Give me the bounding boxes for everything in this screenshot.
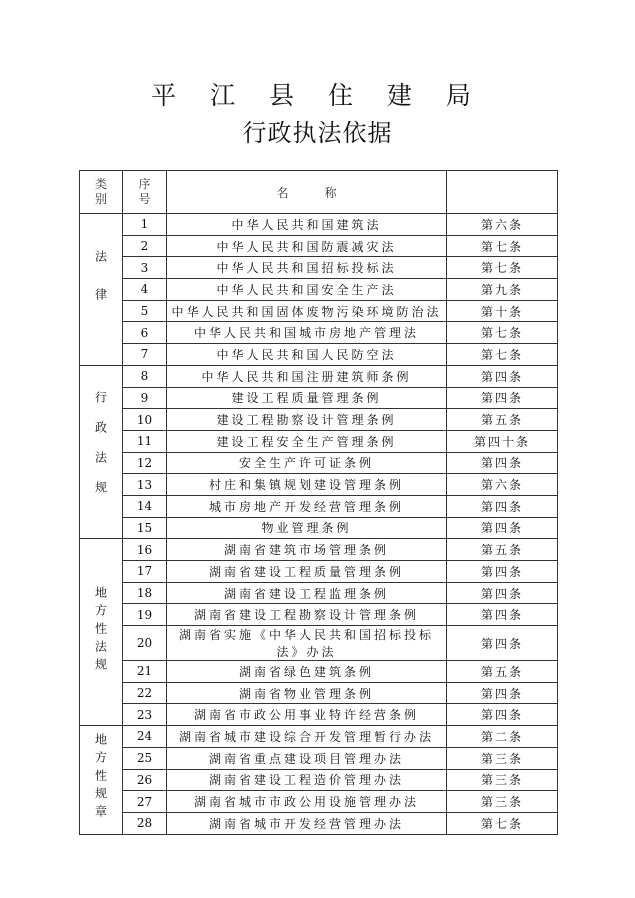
article-cell: 第七条 <box>447 257 558 279</box>
name-cell: 建设工程勘察设计管理条例 <box>167 409 447 431</box>
name-cell: 村庄和集镇规划建设管理条例 <box>167 474 447 496</box>
table-row <box>80 474 558 496</box>
name-cell: 中华人民共和国防震减灾法 <box>167 235 447 257</box>
name-cell: 中华人民共和国城市房地产管理法 <box>167 322 447 344</box>
name-cell: 湖南省物业管理条例 <box>167 682 447 704</box>
article-cell: 第四条 <box>447 604 558 626</box>
article-cell: 第四条 <box>447 517 558 539</box>
seq-cell: 7 <box>123 344 167 366</box>
table-row <box>80 604 558 626</box>
header-seq-label: 序号 <box>138 177 151 206</box>
category-cell <box>80 214 123 366</box>
seq-cell: 28 <box>123 812 167 834</box>
table-row <box>80 430 558 452</box>
seq-cell: 3 <box>123 257 167 279</box>
article-cell: 第四条 <box>447 682 558 704</box>
article-cell: 第二条 <box>447 726 558 748</box>
table-row <box>80 452 558 474</box>
table-row <box>80 279 558 301</box>
enforcement-basis-table <box>79 170 558 835</box>
article-cell: 第四条 <box>447 626 558 661</box>
name-cell: 湖南省建筑市场管理条例 <box>167 539 447 561</box>
article-cell: 第四条 <box>447 495 558 517</box>
category-cell <box>80 365 123 539</box>
header-name: 名 称 <box>167 171 447 214</box>
seq-cell: 8 <box>123 365 167 387</box>
name-cell: 湖南省实施《中华人民共和国招标投标法》办法 <box>167 626 447 661</box>
category-label: 行政法规 <box>93 390 108 511</box>
table-row <box>80 322 558 344</box>
article-cell: 第七条 <box>447 322 558 344</box>
document-title: 平 江 县 住 建 局 <box>151 81 484 110</box>
name-cell: 中华人民共和国安全生产法 <box>167 279 447 301</box>
article-cell: 第四条 <box>447 387 558 409</box>
article-cell: 第四条 <box>447 582 558 604</box>
table-row <box>80 387 558 409</box>
article-cell: 第五条 <box>447 661 558 683</box>
document-subtitle: 行政执法依据 <box>242 119 393 147</box>
header-category <box>80 171 123 214</box>
seq-cell: 21 <box>123 661 167 683</box>
article-cell: 第四条 <box>447 561 558 583</box>
article-cell: 第七条 <box>447 235 558 257</box>
article-cell: 第十条 <box>447 300 558 322</box>
article-cell: 第五条 <box>447 409 558 431</box>
table-row <box>80 344 558 366</box>
seq-cell: 11 <box>123 430 167 452</box>
table-row <box>80 791 558 813</box>
article-cell: 第三条 <box>447 769 558 791</box>
seq-cell: 19 <box>123 604 167 626</box>
seq-cell: 13 <box>123 474 167 496</box>
name-cell: 中华人民共和国注册建筑师条例 <box>167 365 447 387</box>
name-cell: 中华人民共和国人民防空法 <box>167 344 447 366</box>
category-cell <box>80 726 123 834</box>
name-cell: 建设工程安全生产管理条例 <box>167 430 447 452</box>
table-row <box>80 769 558 791</box>
name-cell: 湖南省建设工程勘察设计管理条例 <box>167 604 447 626</box>
name-cell: 湖南省城市开发经营管理办法 <box>167 812 447 834</box>
article-cell: 第九条 <box>447 279 558 301</box>
article-cell: 第三条 <box>447 747 558 769</box>
seq-cell: 5 <box>123 300 167 322</box>
seq-cell: 4 <box>123 279 167 301</box>
article-cell: 第七条 <box>447 812 558 834</box>
seq-cell: 22 <box>123 682 167 704</box>
table-row <box>80 561 558 583</box>
table-row <box>80 517 558 539</box>
name-cell: 湖南省建设工程造价管理办法 <box>167 769 447 791</box>
table-row <box>80 582 558 604</box>
seq-cell: 12 <box>123 452 167 474</box>
table-row <box>80 495 558 517</box>
table-row <box>80 409 558 431</box>
table-row <box>80 747 558 769</box>
name-cell: 建设工程质量管理条例 <box>167 387 447 409</box>
table-row <box>80 726 558 748</box>
article-cell: 第四十条 <box>447 430 558 452</box>
table-row <box>80 704 558 726</box>
table-row <box>80 257 558 279</box>
name-cell: 湖南省绿色建筑条例 <box>167 661 447 683</box>
table-row <box>80 214 558 236</box>
article-cell: 第三条 <box>447 791 558 813</box>
table-row <box>80 365 558 387</box>
header-article <box>447 171 558 214</box>
seq-cell: 23 <box>123 704 167 726</box>
name-cell: 中华人民共和国建筑法 <box>167 214 447 236</box>
table-header <box>80 171 558 214</box>
article-cell: 第四条 <box>447 704 558 726</box>
table-row <box>80 626 558 661</box>
seq-cell: 9 <box>123 387 167 409</box>
name-cell: 中华人民共和国固体废物污染环境防治法 <box>167 300 447 322</box>
name-cell: 湖南省城市市政公用设施管理办法 <box>167 791 447 813</box>
name-cell: 城市房地产开发经营管理条例 <box>167 495 447 517</box>
seq-cell: 17 <box>123 561 167 583</box>
table-row <box>80 682 558 704</box>
article-cell: 第七条 <box>447 344 558 366</box>
table-row <box>80 661 558 683</box>
header-seq <box>123 171 167 214</box>
seq-cell: 24 <box>123 726 167 748</box>
name-cell: 中华人民共和国招标投标法 <box>167 257 447 279</box>
name-cell: 安全生产许可证条例 <box>167 452 447 474</box>
seq-cell: 18 <box>123 582 167 604</box>
category-label: 地方性规章 <box>93 733 108 824</box>
table-row <box>80 300 558 322</box>
seq-cell: 26 <box>123 769 167 791</box>
category-label: 地方性法规 <box>93 585 108 676</box>
header-category-label: 类别 <box>95 177 108 206</box>
seq-cell: 15 <box>123 517 167 539</box>
seq-cell: 16 <box>123 539 167 561</box>
table-body <box>80 214 558 835</box>
table-row <box>80 539 558 561</box>
seq-cell: 27 <box>123 791 167 813</box>
category-label: 法律 <box>93 249 108 326</box>
category-cell <box>80 539 123 726</box>
name-cell: 湖南省城市建设综合开发管理暂行办法 <box>167 726 447 748</box>
article-cell: 第四条 <box>447 365 558 387</box>
name-cell: 湖南省建设工程质量管理条例 <box>167 561 447 583</box>
article-cell: 第六条 <box>447 474 558 496</box>
seq-cell: 1 <box>123 214 167 236</box>
article-cell: 第六条 <box>447 214 558 236</box>
name-cell: 湖南省建设工程监理条例 <box>167 582 447 604</box>
name-cell: 物业管理条例 <box>167 517 447 539</box>
seq-cell: 6 <box>123 322 167 344</box>
seq-cell: 10 <box>123 409 167 431</box>
seq-cell: 20 <box>123 626 167 661</box>
seq-cell: 25 <box>123 747 167 769</box>
article-cell: 第四条 <box>447 452 558 474</box>
article-cell: 第五条 <box>447 539 558 561</box>
seq-cell: 14 <box>123 495 167 517</box>
name-cell: 湖南省重点建设项目管理办法 <box>167 747 447 769</box>
name-cell: 湖南省市政公用事业特许经营条例 <box>167 704 447 726</box>
table-row <box>80 812 558 834</box>
table-row <box>80 235 558 257</box>
seq-cell: 2 <box>123 235 167 257</box>
